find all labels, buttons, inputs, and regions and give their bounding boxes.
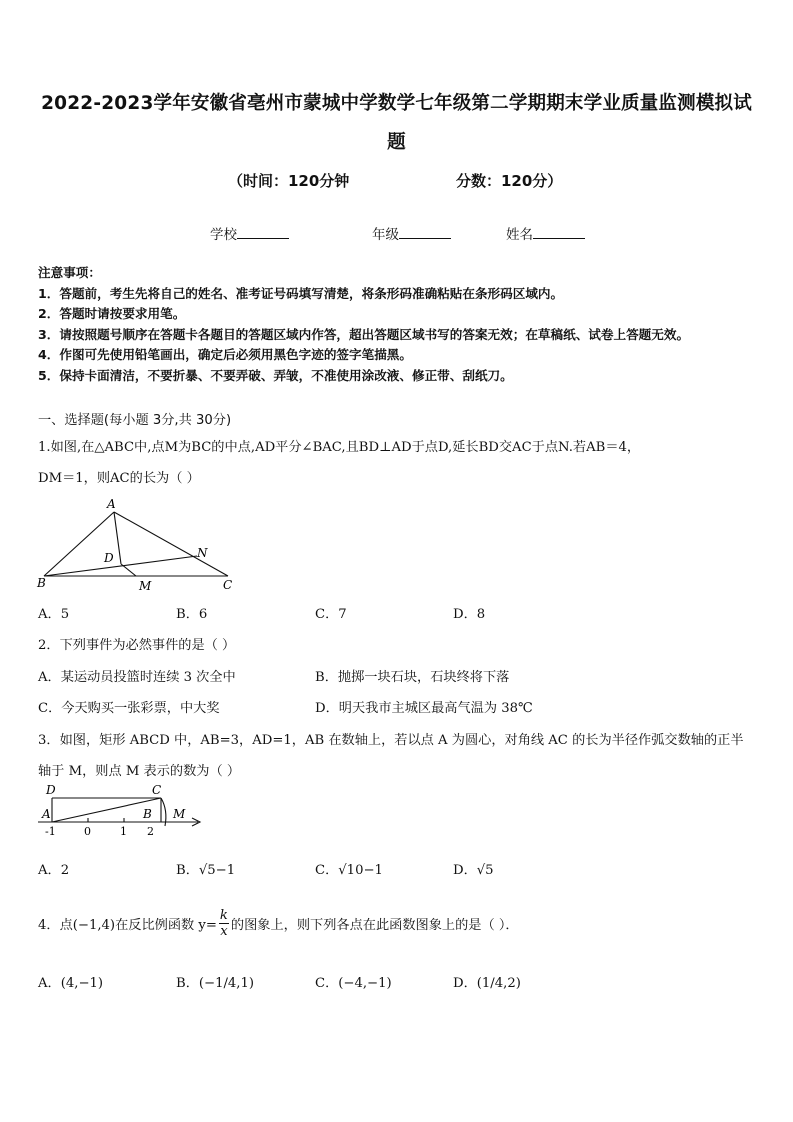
q3-tick-2: 2 xyxy=(147,825,154,838)
section-heading: 一、选择题(每小题 3分,共 30分) xyxy=(38,413,232,428)
q3-option-b: B．√5−1 xyxy=(176,863,236,878)
q3-number-line-figure xyxy=(36,780,208,840)
q1-label-m: M xyxy=(139,579,152,593)
grade-label: 年级 xyxy=(372,227,399,243)
q3-label-b: B xyxy=(143,807,152,821)
q4-frac-den: x xyxy=(220,924,228,939)
q4-option-c: C．(−4,−1) xyxy=(315,976,392,991)
q1-stem-continued: DM＝1，则AC的长为（ ） xyxy=(38,471,200,486)
q3-option-d: D．√5 xyxy=(453,863,494,878)
school-blank xyxy=(237,226,289,239)
school-label: 学校 xyxy=(210,227,237,243)
q3-tick-minus1: -1 xyxy=(45,825,56,838)
q3-option-a: A．2 xyxy=(38,863,70,878)
q2-option-c: C．今天购买一张彩票，中大奖 xyxy=(38,701,220,716)
q1-label-b: B xyxy=(37,576,46,590)
grade-blank xyxy=(399,226,451,239)
note-item: 4．作图可先使用铅笔画出，确定后必须用黑色字迹的签字笔描黑。 xyxy=(38,347,412,363)
q4-option-d: D．(1/4,2) xyxy=(453,976,521,991)
exam-score: 分数：120分） xyxy=(456,172,563,190)
q1-label-a: A xyxy=(107,497,116,511)
page-title-continued: 题 xyxy=(387,132,406,153)
q2-option-b: B．抛掷一块石块，石块终将下落 xyxy=(315,670,510,685)
notes-heading: 注意事项： xyxy=(38,265,101,280)
q2-option-d: D．明天我市主城区最高气温为 38℃ xyxy=(315,701,533,716)
q3-tick-0: 0 xyxy=(84,825,91,838)
q1-option-b: B．6 xyxy=(176,607,208,622)
q3-label-d: D xyxy=(46,783,56,797)
note-item: 3．请按照题号顺序在答题卡各题目的答题区域内作答，超出答题区域书写的答案无效；在草稿纸、试卷上答题无效。 xyxy=(38,326,690,342)
q4-stem-end: 的图象上，则下列各点在此函数图象上的是（ ）． xyxy=(230,918,519,933)
name-blank xyxy=(533,226,585,239)
q1-option-a: A．5 xyxy=(38,607,70,622)
note-item: 5．保持卡面清洁，不要折暴、不要弄破、弄皱，不准使用涂改液、修正带、刮纸刀。 xyxy=(38,367,513,383)
q4-fraction xyxy=(219,908,229,939)
note-item: 1．答题前，考生先将自己的姓名、准考证号码填写清楚，将条形码准确粘贴在条形码区域内。 xyxy=(38,285,564,301)
q3-tick-1: 1 xyxy=(120,825,127,838)
q1-triangle-figure xyxy=(34,494,244,594)
page-title: 2022-2023学年安徽省亳州市蒙城中学数学七年级第二学期期末学业质量监测模拟试 xyxy=(41,93,752,114)
q4-option-b: B．(−1/4,1) xyxy=(176,976,255,991)
q2-option-a: A．某运动员投篮时连续 3 次全中 xyxy=(38,670,236,685)
q3-option-c: C．√10−1 xyxy=(315,863,383,878)
q3-stem-continued: 轴于 M，则点 M 表示的数为（ ） xyxy=(38,764,241,779)
q1-label-d: D xyxy=(104,551,114,565)
q3-label-a: A xyxy=(42,807,51,821)
school-field xyxy=(210,223,289,243)
q1-option-d: D．8 xyxy=(453,607,486,622)
grade-field xyxy=(372,223,451,243)
name-label: 姓名 xyxy=(506,227,533,243)
note-item: 2．答题时请按要求用笔。 xyxy=(38,306,186,322)
q4-frac-num: k xyxy=(219,908,228,923)
notes-block xyxy=(38,263,689,387)
q2-stem: 2．下列事件为必然事件的是（ ） xyxy=(38,638,236,653)
exam-time: （时间：120分钟 xyxy=(228,172,350,190)
name-field xyxy=(506,223,585,243)
q4-option-a: A．(4,−1) xyxy=(38,976,104,991)
q4-stem-start: 4．点(−1,4)在反比例函数 y= xyxy=(38,918,217,933)
q3-label-m: M xyxy=(173,807,186,821)
q3-stem: 3．如图，矩形 ABCD 中，AB=3，AD=1，AB 在数轴上，若以点 A 为圆心，对角线 AC 的长为半径作弧交数轴的正半 xyxy=(38,733,744,748)
q1-stem: 1.如图,在△ABC中,点M为BC的中点,AD平分∠BAC,且BD⊥AD于点D,延长BD交AC于点N.若AB＝4， xyxy=(38,440,641,455)
q4-stem xyxy=(38,910,519,941)
q1-label-n: N xyxy=(197,546,208,560)
q1-label-c: C xyxy=(223,578,233,592)
q3-label-c: C xyxy=(152,783,162,797)
q1-option-c: C．7 xyxy=(315,607,347,622)
